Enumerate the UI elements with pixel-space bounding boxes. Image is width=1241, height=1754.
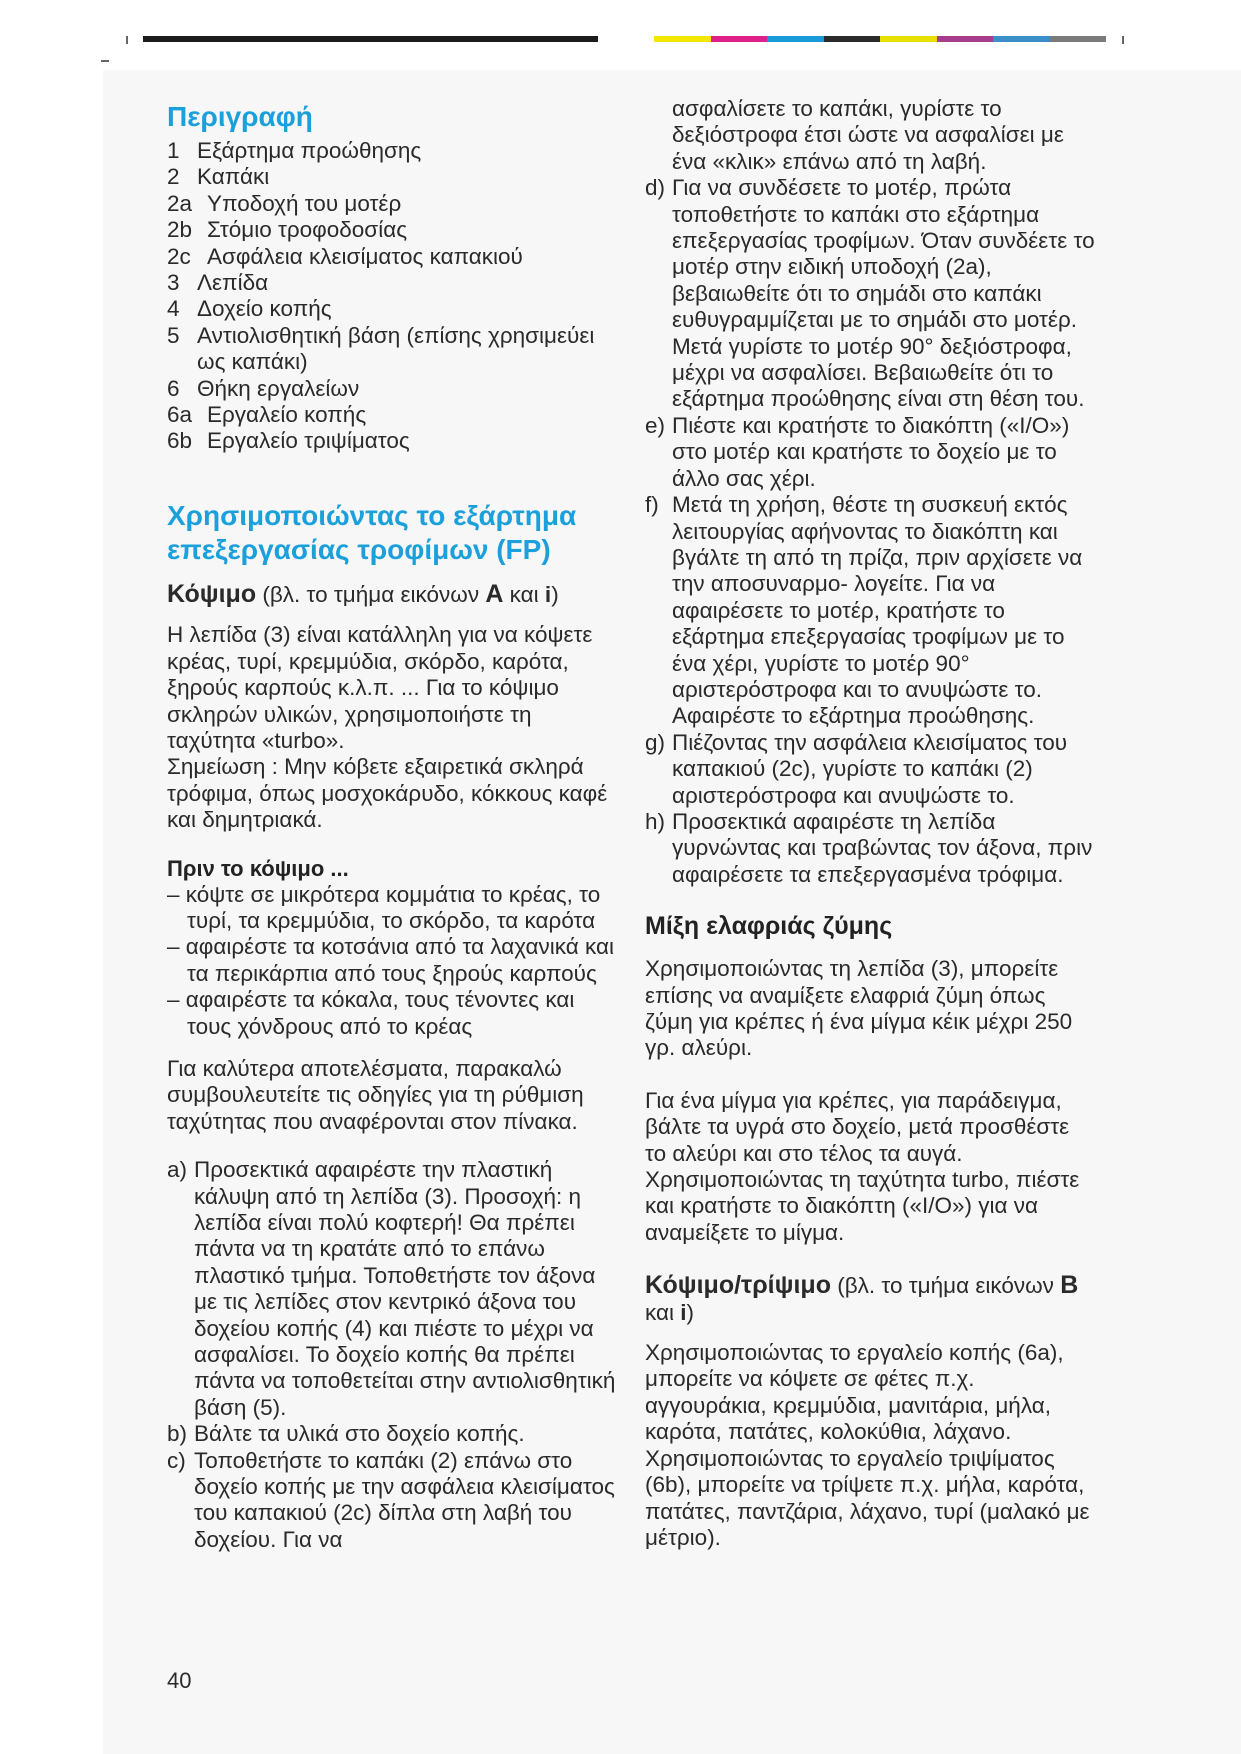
description-item-text: Θήκη εργαλείων bbox=[197, 375, 360, 401]
color-swatch bbox=[711, 36, 768, 42]
description-item-text: Ασφάλεια κλεισίματος καπακιού bbox=[207, 243, 523, 269]
step-item bbox=[167, 1157, 617, 1421]
step-text: Πιέζοντας την ασφάλεια κλεισίματος του καπακιού (2c), γυρίστε το καπάκι (2) αριστερόστροφα και ανυψώστε το. bbox=[672, 729, 1068, 808]
description-item-text: Στόμιο τροφοδοσίας bbox=[207, 217, 408, 243]
chopping-intro: Η λεπίδα (3) είναι κατάλληλη για να κόψετε κρέας, τυρί, κρεμμύδια, σκόρδο, καρότα, ξηρούς καρπούς κ.λ.π. ... Για το κόψιμο σκληρών υλικών, χρησιμοποιήστε τη ταχύτητα «turbo». bbox=[167, 622, 593, 753]
step-key: e) bbox=[645, 412, 666, 438]
crop-mark bbox=[101, 60, 109, 62]
description-item-text: Εξάρτημα προώθησης bbox=[197, 138, 422, 163]
color-swatch bbox=[1050, 36, 1107, 42]
description-item bbox=[167, 428, 617, 454]
slicing-heading-line bbox=[645, 1272, 1095, 1326]
description-item-text: Καπάκι bbox=[197, 164, 270, 190]
dough-heading: Μίξη ελαφριάς ζύμης bbox=[645, 912, 893, 941]
description-item-text: Υποδοχή του μοτέρ bbox=[207, 190, 402, 216]
step-item bbox=[167, 1448, 617, 1554]
dough-paragraph-1: Χρησιμοποιώντας τη λεπίδα (3), μπορείτε επίσης να αναμίξετε ελαφριά ζύμη όπως ζύμη για κρέπες ή ένα μίγμα κέικ μέχρι 250 γρ. αλεύρι. bbox=[645, 956, 1073, 1061]
description-title: Περιγραφή bbox=[167, 101, 313, 132]
description-item bbox=[167, 191, 617, 217]
color-swatch bbox=[824, 36, 881, 42]
step-key: b) bbox=[167, 1421, 188, 1447]
description-item-number: 2 bbox=[167, 164, 180, 190]
step-item bbox=[645, 730, 1095, 809]
left-column bbox=[167, 100, 617, 1553]
step-item bbox=[167, 1421, 617, 1447]
chopping-heading-line bbox=[167, 581, 617, 608]
step-text: Για να συνδέσετε το μοτέρ, πρώτα τοποθετήστε το καπάκι στο εξάρτημα επεξεργασίας τροφίμων. Όταν συνδέετε το μοτέρ στην ειδική υποδοχή (2a), βεβαιωθείτε ότι το σημάδι στο καπάκι ευθυγραμμίζεται με το σημάδι στο μοτέρ. Μετά γυρίστε το μοτέρ 90° δεξιόστροφα, μέχρι να ασφαλίσει. Βεβαιωθείτε ότι το εξάρτημα προώθησης είναι στη θέση του. bbox=[672, 175, 1095, 412]
description-item bbox=[167, 270, 617, 296]
description-item-text: Εργαλείο τριψίματος bbox=[207, 428, 410, 454]
color-swatch bbox=[880, 36, 937, 42]
chopping-note: Σημείωση : Μην κόβετε εξαιρετικά σκληρά τρόφιμα, όπως μοσχοκάρυδο, κόκκους καφέ και δημητριακά. bbox=[167, 754, 608, 833]
slicing-ref-b: B bbox=[1060, 1271, 1079, 1300]
description-item-text: Λεπίδα bbox=[197, 270, 269, 296]
description-item bbox=[167, 323, 617, 376]
chopping-ref-i: i bbox=[544, 581, 552, 607]
description-item bbox=[167, 138, 617, 164]
color-swatch bbox=[654, 36, 711, 42]
step-item bbox=[645, 413, 1095, 492]
description-item-number: 6b bbox=[167, 428, 193, 454]
print-bar-dark bbox=[143, 36, 598, 42]
slicing-ref-and: και bbox=[645, 1299, 674, 1325]
description-item-number: 3 bbox=[167, 270, 180, 296]
chopping-heading: Κόψιμο bbox=[167, 579, 257, 608]
description-item-number: 2c bbox=[167, 243, 191, 269]
advice-text: Για καλύτερα αποτελέσματα, παρακαλώ συμβουλευτείτε τις οδηγίες για τη ρύθμιση ταχύτητας που αναφέρονται στον πίνακα. bbox=[167, 1055, 584, 1134]
step-item bbox=[645, 492, 1095, 730]
step-text: Προσεκτικά αφαιρέστε τη λεπίδα γυρνώντας και τραβώντας τον άξονα, πριν αφαιρέσετε τα επεξεργασμένα τρόφιμα. bbox=[672, 808, 1093, 887]
slicing-paragraph: Χρησιμοποιώντας το εργαλείο κοπής (6a), μπορείτε να κόψετε σε φέτες π.χ. αγγουράκια, κρεμμύδια, μανιτάρια, μήλα, καρότα, πατάτες, κολοκύθια, λάχανο. Χρησιμοποιώντας το εργαλείο τριψίματος (6b), μπορείτε να τρίψετε π.χ. μήλα, καρότα, πατάτες, παντζάρια, λάχανο, τυρί (μαλακό με μέτριο). bbox=[645, 1340, 1090, 1550]
step-text: Πιέστε και κρατήστε το διακόπτη («I/O») στο μοτέρ και κρατήστε το δοχείο με το άλλο σας χέρι. bbox=[672, 412, 1070, 491]
description-item-number: 4 bbox=[167, 296, 180, 322]
description-item-number: 2a bbox=[167, 190, 193, 216]
chopping-ref: (βλ. το τμήμα εικόνων bbox=[262, 581, 480, 607]
description-item bbox=[167, 296, 617, 322]
color-swatch bbox=[767, 36, 824, 42]
description-item bbox=[167, 164, 617, 190]
description-item bbox=[167, 402, 617, 428]
step-item bbox=[645, 175, 1095, 413]
dough-paragraph-2: Για ένα μίγμα για κρέπες, για παράδειγμα, βάλτε τα υγρά στο δοχείο, μετά προσθέστε το αλεύρι και στο τέλος τα αυγά. Χρησιμοποιώντας τη ταχύτητα turbo, πιέστε και κρατήστε το διακόπτη («I/O») για να αναμείξετε το μίγμα. bbox=[645, 1087, 1080, 1245]
description-item-number: 1 bbox=[167, 138, 180, 163]
description-item bbox=[167, 376, 617, 402]
before-item: – κόψτε σε μικρότερα κομμάτια το κρέας, το τυρί, τα κρεμμύδια, το σκόρδο, τα καρότα bbox=[167, 881, 601, 933]
before-list bbox=[167, 882, 617, 1040]
chopping-ref-a: A bbox=[485, 579, 504, 608]
step-text: Προσεκτικά αφαιρέστε την πλαστική κάλυψη από τη λεπίδα (3). Προσοχή: η λεπίδα είναι πολύ κοφτερή! Θα πρέπει πάντα να τη κρατάτε από το επάνω πλαστικό τμήμα. Τοποθετήστε τον άξονα με τις λεπίδες στον κεντρικό άξονα του δοχείου κοπής (4) και πιέστε το μέχρι να ασφαλίσει. Το δοχείο κοπής θα πρέπει πάντα να τοποθετείται στην αντιολισθητική βάση (5). bbox=[194, 1157, 616, 1420]
description-item bbox=[167, 244, 617, 270]
step-key: g) bbox=[645, 729, 666, 755]
step-text: Τοποθετήστε το καπάκι (2) επάνω στο δοχείο κοπής με την ασφάλεια κλεισίματος του καπακιού (2c) δίπλα στη λαβή του δοχείου. Για να bbox=[194, 1447, 615, 1552]
color-swatch bbox=[937, 36, 994, 42]
slicing-ref-close: ) bbox=[686, 1299, 695, 1325]
slicing-heading: Κόψιμο/τρίψιμο bbox=[645, 1271, 831, 1300]
color-swatch bbox=[993, 36, 1050, 42]
step-key: c) bbox=[167, 1447, 186, 1473]
step-key: h) bbox=[645, 808, 666, 834]
fp-section-title: Χρησιμοποιώντας το εξάρτημα επεξεργασίας τροφίμων (FP) bbox=[167, 499, 577, 565]
print-color-strip bbox=[654, 36, 1106, 42]
description-item-number: 6a bbox=[167, 402, 193, 428]
step-key: d) bbox=[645, 175, 666, 201]
before-item: – αφαιρέστε τα κοτσάνια από τα λαχανικά και τα περικάρπια από τους ξηρούς καρπούς bbox=[167, 934, 614, 986]
description-item-text: Εργαλείο κοπής bbox=[207, 402, 367, 428]
step-item bbox=[645, 809, 1095, 888]
step-text: Βάλτε τα υλικά στο δοχείο κοπής. bbox=[194, 1421, 525, 1447]
steps-left bbox=[167, 1157, 617, 1553]
step-key: a) bbox=[167, 1157, 188, 1183]
step-text: Μετά τη χρήση, θέστε τη συσκευή εκτός λειτουργίας αφήνοντας το διακόπτη και βγάλτε τη από τη πρίζα, πριν αρχίσετε να την αποσυναρμο- λογείτε. Για να αφαιρέσετε το μοτέρ, κρατήστε το εξάρτημα επεξεργασίας τροφίμων με το ένα χέρι, γυρίστε το μοτέρ 90° αριστερόστροφα και το ανυψώστε το. Αφαιρέστε το εξάρτημα προώθησης. bbox=[672, 492, 1083, 729]
description-list bbox=[167, 138, 617, 455]
description-item-number: 6 bbox=[167, 375, 180, 401]
step-key: f) bbox=[645, 492, 659, 518]
description-item-number: 2b bbox=[167, 217, 193, 243]
description-item bbox=[167, 217, 617, 243]
right-column bbox=[645, 96, 1095, 1551]
crop-mark bbox=[1122, 36, 1124, 44]
before-item: – αφαιρέστε τα κόκαλα, τους τένοντες και τους χόνδρους από το κρέας bbox=[167, 987, 575, 1039]
slicing-ref: (βλ. το τμήμα εικόνων bbox=[837, 1273, 1054, 1299]
description-item-text: Αντιολισθητική βάση (επίσης χρησιμεύει ως καπάκι) bbox=[197, 322, 595, 375]
step-c-continuation: ασφαλίσετε το καπάκι, γυρίστε το δεξιόστροφα έτσι ώστε να ασφαλίσει με ένα «κλικ» επάνω από τη λαβή. bbox=[672, 96, 1064, 174]
description-item-text: Δοχείο κοπής bbox=[197, 296, 332, 322]
chopping-ref-close: ) bbox=[551, 581, 559, 607]
crop-mark bbox=[126, 36, 128, 44]
page-number: 40 bbox=[167, 1668, 192, 1693]
before-heading: Πριν το κόψιμο ... bbox=[167, 855, 349, 881]
slicing-ref-i: i bbox=[680, 1299, 687, 1325]
steps-right bbox=[645, 175, 1095, 888]
description-item-number: 5 bbox=[167, 322, 180, 348]
chopping-ref-and: και bbox=[509, 581, 539, 607]
